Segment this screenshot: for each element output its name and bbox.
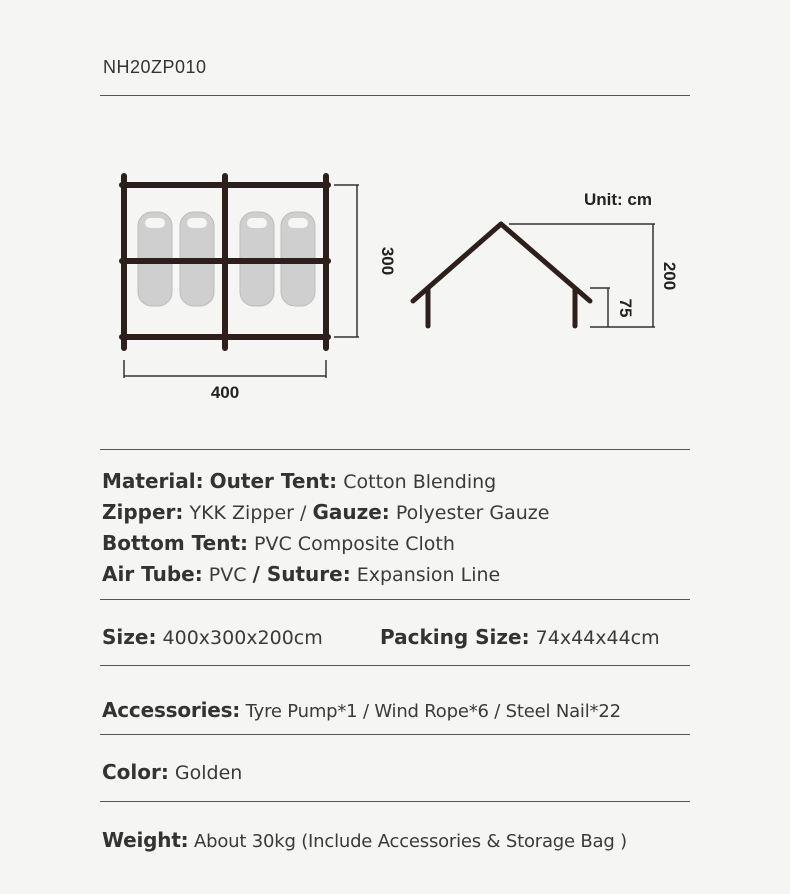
side-view-frame xyxy=(413,224,590,326)
spec-accessories xyxy=(102,698,621,724)
height-label: 200 xyxy=(660,261,679,291)
depth-label: 300 xyxy=(378,246,397,276)
spec-zipper xyxy=(102,500,549,525)
zipper-label: Zipper: xyxy=(102,500,184,524)
divider-size-top xyxy=(100,599,690,600)
outer-tent-label: Outer Tent: xyxy=(209,469,338,493)
color-label: Color: xyxy=(102,760,169,784)
divider-specs-top xyxy=(100,449,690,450)
divider-weight-top xyxy=(100,801,690,802)
accessories-label: Accessories: xyxy=(102,698,241,722)
packing-size-value: 74x44x44cm xyxy=(535,627,660,649)
spec-color xyxy=(102,760,242,785)
bottom-tent-value: PVC Composite Cloth xyxy=(254,533,455,555)
air-tube-value: PVC xyxy=(208,564,247,586)
gauze-value: Polyester Gauze xyxy=(395,502,550,524)
suture-value: Expansion Line xyxy=(356,564,501,586)
weight-label: Weight: xyxy=(102,828,189,852)
packing-size-label: Packing Size: xyxy=(380,625,530,649)
spec-material xyxy=(102,469,496,494)
spec-size xyxy=(102,625,323,650)
spec-packing-size xyxy=(380,625,660,650)
spec-air-tube xyxy=(102,562,500,587)
spec-bottom-tent xyxy=(102,531,455,556)
model-number: NH20ZP010 xyxy=(103,57,207,77)
color-value: Golden xyxy=(174,762,243,784)
accessories-value: Tyre Pump*1 / Wind Rope*6 / Steel Nail*22 xyxy=(245,701,621,722)
outer-tent-value: Cotton Blending xyxy=(343,471,497,493)
size-label: Size: xyxy=(102,625,157,649)
width-label: 400 xyxy=(210,383,240,402)
top-view-frame xyxy=(122,176,328,348)
size-value: 400x300x200cm xyxy=(162,627,323,649)
weight-value: About 30kg (Include Accessories & Storage Bag ) xyxy=(194,831,627,852)
wall-height-label: 75 xyxy=(616,298,635,318)
unit-label: Unit: cm xyxy=(584,190,652,209)
divider-color-top xyxy=(100,734,690,735)
material-label: Material: xyxy=(102,469,204,493)
bottom-tent-label: Bottom Tent: xyxy=(102,531,248,555)
suture-label: / Suture: xyxy=(252,562,351,586)
divider-accessories-top xyxy=(100,665,690,666)
gauze-label: Gauze: xyxy=(312,500,390,524)
zipper-value: YKK Zipper / xyxy=(189,502,307,524)
spec-weight xyxy=(102,828,627,854)
air-tube-label: Air Tube: xyxy=(102,562,203,586)
